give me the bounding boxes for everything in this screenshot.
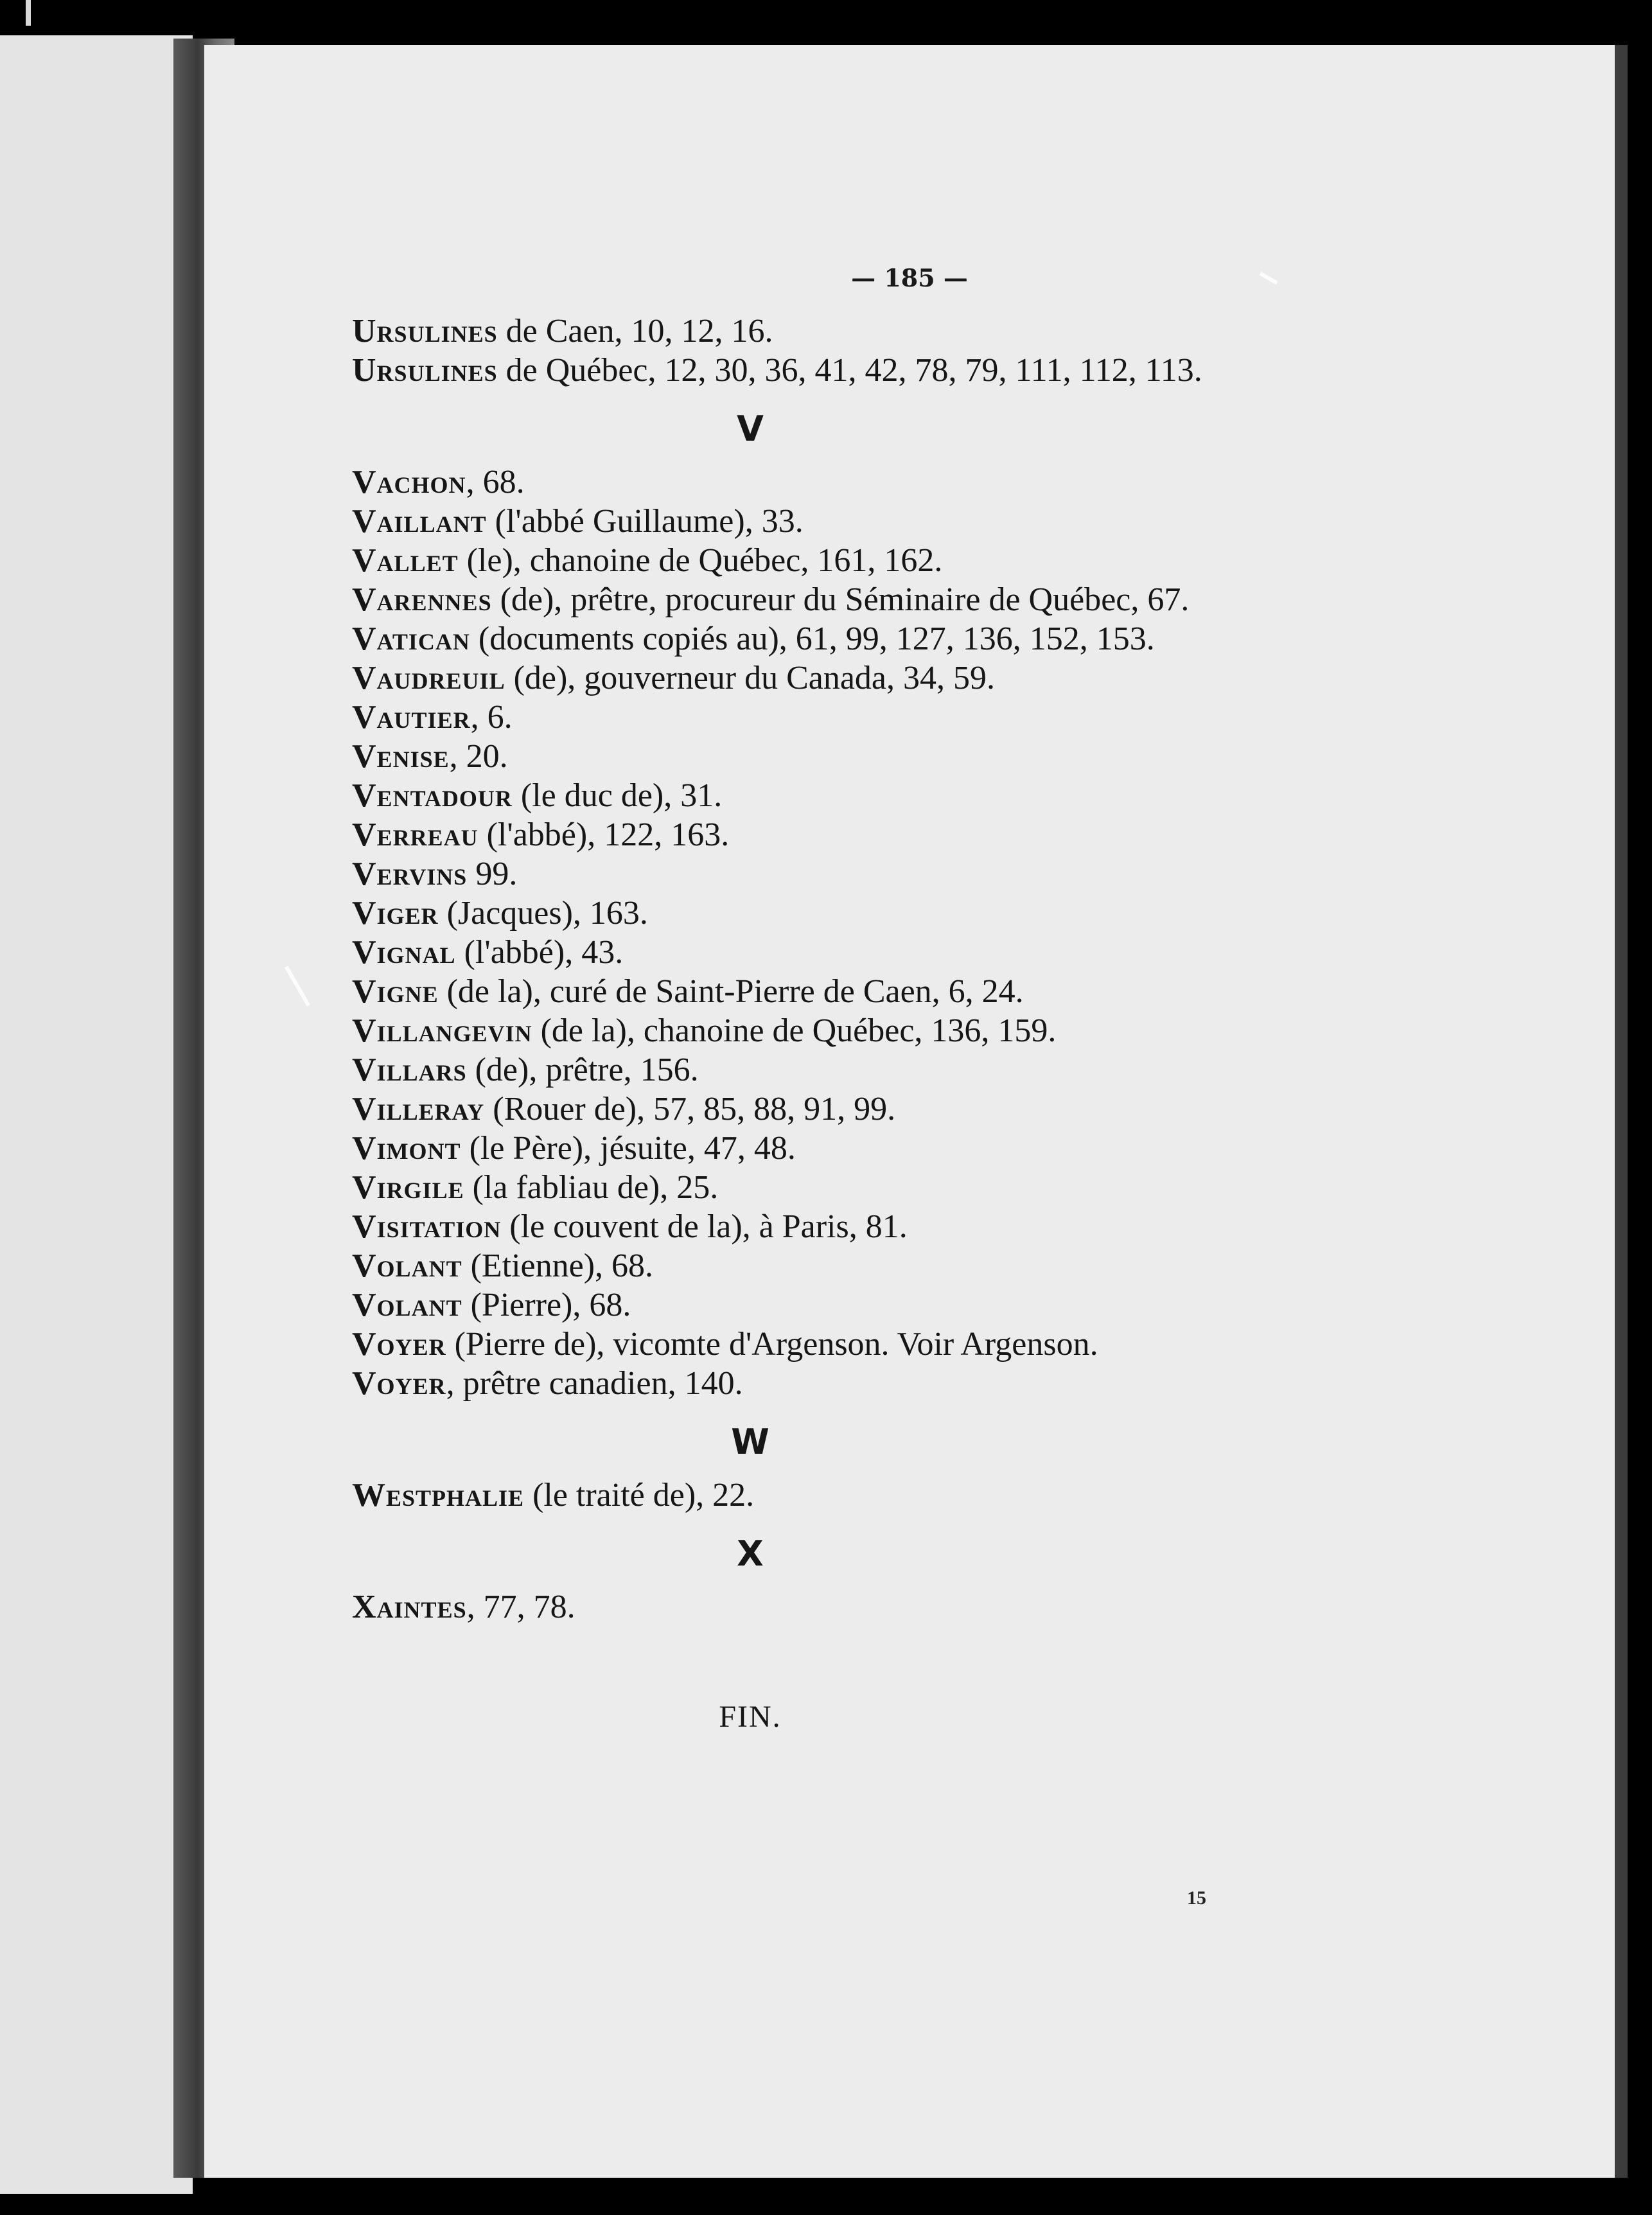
- index-entry: [352, 502, 1508, 541]
- entry-name: Venise: [352, 738, 450, 775]
- entry-name: Ursulines: [352, 352, 498, 389]
- entry-references: (l'abbé Guillaume), 33.: [486, 503, 804, 540]
- entry-name: Ursulines: [352, 313, 498, 349]
- entry-name: Visitation: [352, 1208, 502, 1245]
- entry-references: , 6.: [470, 699, 513, 736]
- entry-references: (Pierre), 68.: [462, 1287, 631, 1323]
- index-entry: [352, 658, 1508, 698]
- section-letter: X: [737, 1533, 764, 1574]
- entry-name: Vautier: [352, 699, 471, 736]
- entry-name: Villangevin: [352, 1012, 532, 1049]
- end-mark: FIN.: [719, 1700, 782, 1734]
- entry-name: Voyer: [352, 1326, 446, 1363]
- section-letter: W: [731, 1422, 769, 1462]
- entry-name: Vaillant: [352, 503, 487, 540]
- entry-name: Vachon: [352, 464, 466, 500]
- index-entry: [352, 1207, 1508, 1246]
- entry-references: , 68.: [466, 464, 525, 500]
- entry-references: (le), chanoine de Québec, 161, 162.: [458, 542, 943, 579]
- entry-references: (Etienne), 68.: [462, 1248, 654, 1284]
- index-entry: [352, 580, 1508, 619]
- index-entry: [352, 1090, 1508, 1129]
- entry-name: Westphalie: [352, 1477, 525, 1513]
- index-entry: [352, 698, 1508, 737]
- entry-references: (de la), curé de Saint-Pierre de Caen, 6, 24.: [438, 973, 1024, 1010]
- entry-name: Varennes: [352, 581, 492, 618]
- index-entry: [352, 1168, 1508, 1207]
- entry-name: Vervins: [352, 856, 468, 892]
- signature-mark: 15: [1187, 1887, 1206, 1909]
- entry-references: , 20.: [449, 738, 508, 775]
- index-entry: [352, 1285, 1508, 1325]
- index-entry: [352, 463, 1508, 502]
- entry-name: Vigne: [352, 973, 439, 1010]
- index-entry: [352, 815, 1508, 854]
- entry-references: (de), gouverneur du Canada, 34, 59.: [505, 660, 996, 696]
- index-entry: [352, 1011, 1508, 1050]
- entry-name: Ventadour: [352, 777, 513, 814]
- index-entry: [352, 1246, 1508, 1285]
- entry-references: (l'abbé), 122, 163.: [478, 816, 730, 853]
- index-entry: [352, 1476, 1508, 1515]
- index-entry: [352, 619, 1508, 658]
- entry-references: (le duc de), 31.: [512, 777, 723, 814]
- index-entry: [352, 312, 1508, 351]
- entry-name: Vatican: [352, 621, 470, 657]
- entry-references: (le couvent de la), à Paris, 81.: [501, 1208, 908, 1245]
- entry-references: de Caen, 10, 12, 16.: [497, 313, 773, 349]
- entry-references: (documents copiés au), 61, 99, 127, 136, 152, 153.: [470, 621, 1155, 657]
- index-entry: [352, 1325, 1508, 1364]
- index-entry: [352, 972, 1508, 1011]
- entry-name: Voyer: [352, 1365, 446, 1402]
- index-content: [352, 312, 1508, 1736]
- entry-name: Volant: [352, 1248, 462, 1284]
- entry-references: (Pierre de), vicomte d'Argenson. Voir Argenson.: [446, 1326, 1098, 1363]
- entry-name: Virgile: [352, 1169, 464, 1206]
- index-entry: [352, 1364, 1508, 1403]
- entry-references: (de), prêtre, 156.: [466, 1052, 699, 1088]
- entry-references: , 77, 78.: [466, 1589, 576, 1625]
- index-entry: [352, 1050, 1508, 1090]
- index-entry: [352, 737, 1508, 776]
- entry-references: (de), prêtre, procureur du Séminaire de Québec, 67.: [491, 581, 1190, 618]
- page-number: — 185 —: [851, 263, 968, 292]
- index-entry: [352, 351, 1508, 390]
- entry-references: (de la), chanoine de Québec, 136, 159.: [532, 1012, 1057, 1049]
- entry-references: 99.: [467, 856, 518, 892]
- entry-name: Volant: [352, 1287, 462, 1323]
- index-entry: [352, 1129, 1508, 1168]
- entry-name: Vignal: [352, 934, 456, 971]
- entry-references: de Québec, 12, 30, 36, 41, 42, 78, 79, 111, 112, 113.: [497, 352, 1202, 389]
- entry-references: (le Père), jésuite, 47, 48.: [461, 1130, 796, 1167]
- entry-name: Vallet: [352, 542, 459, 579]
- index-entry: [352, 541, 1508, 580]
- entry-name: Vimont: [352, 1130, 461, 1167]
- index-entry: [352, 776, 1508, 815]
- index-entry: [352, 933, 1508, 972]
- index-entry: [352, 1587, 1508, 1627]
- entry-references: (l'abbé), 43.: [455, 934, 624, 971]
- entry-references: (Jacques), 163.: [438, 895, 648, 931]
- entry-name: Villars: [352, 1052, 467, 1088]
- entry-name: Verreau: [352, 816, 479, 853]
- entry-name: Xaintes: [352, 1589, 467, 1625]
- index-entry: [352, 854, 1508, 894]
- index-entry: [352, 894, 1508, 933]
- entry-references: (la fabliau de), 25.: [464, 1169, 719, 1206]
- entry-name: Viger: [352, 895, 439, 931]
- section-letter: V: [737, 409, 764, 449]
- entry-name: Villeray: [352, 1091, 485, 1127]
- scan-artifact: [26, 0, 31, 26]
- facing-page-edge: [0, 35, 193, 2194]
- entry-name: Vaudreuil: [352, 660, 505, 696]
- entry-references: (le traité de), 22.: [524, 1477, 755, 1513]
- entry-references: , prêtre canadien, 140.: [446, 1365, 743, 1402]
- book-page: [204, 45, 1628, 2178]
- entry-references: (Rouer de), 57, 85, 88, 91, 99.: [484, 1091, 896, 1127]
